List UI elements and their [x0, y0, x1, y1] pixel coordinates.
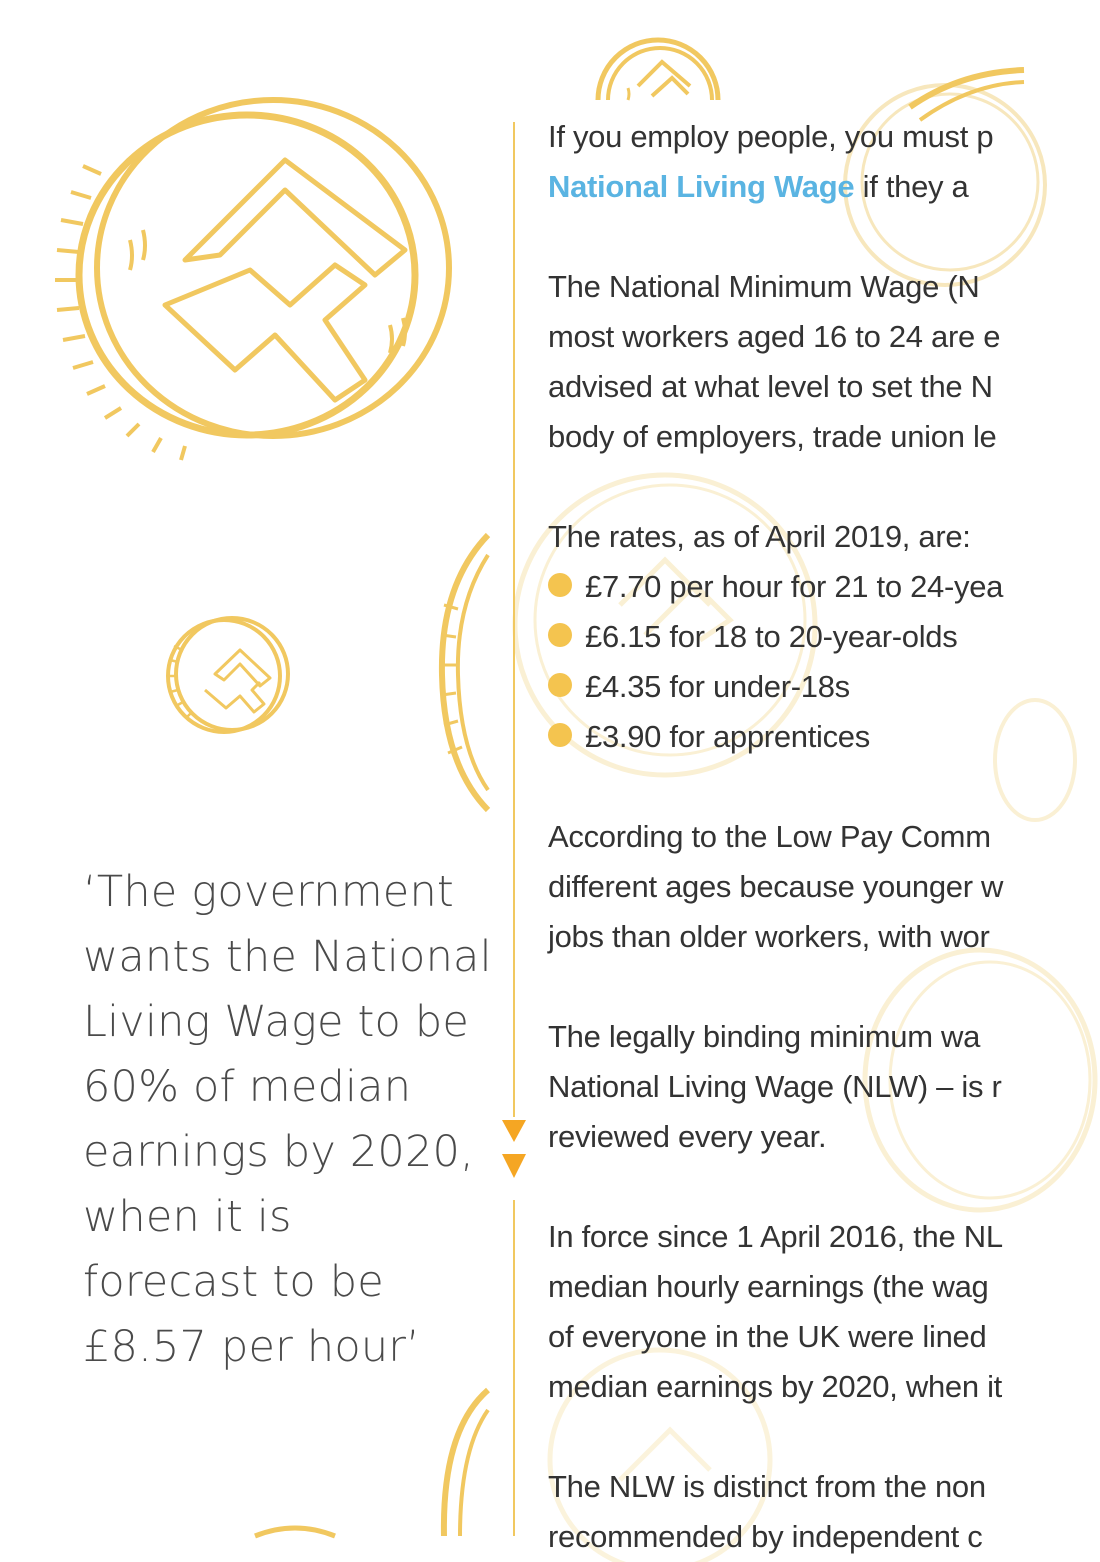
- body-text: [548, 112, 1024, 1554]
- paragraph-line: The National Minimum Wage (N: [548, 269, 980, 304]
- paragraph-line: [548, 162, 969, 212]
- paragraph-line: jobs than older workers, with wor: [548, 919, 990, 954]
- pull-quote: [83, 860, 492, 1380]
- rates-intro: The rates, as of April 2019, are:: [548, 519, 971, 554]
- paragraph-line: reviewed every year.: [548, 1119, 827, 1154]
- paragraph-line: In force since 1 April 2016, the NL: [548, 1219, 1003, 1254]
- quote-line: wants the National: [83, 932, 492, 982]
- national-living-wage-highlight: National Living Wage: [548, 169, 855, 204]
- large-coin-icon: [35, 80, 475, 480]
- paragraph-line: median hourly earnings (the wag: [548, 1269, 989, 1304]
- rate-item: £3.90 for apprentices: [585, 719, 870, 754]
- edge-coin-icon: [250, 1520, 340, 1536]
- quote-line: when it is: [83, 1192, 292, 1242]
- column-divider: [513, 1200, 515, 1536]
- quote-line: ‘The government: [83, 867, 454, 917]
- arrow-down-icon: [501, 1118, 527, 1184]
- quote-line: £8.57 per hour’: [83, 1322, 421, 1372]
- paragraph-line: recommended by independent c: [548, 1519, 983, 1554]
- paragraph-line: National Living Wage (NLW) – is r: [548, 1069, 1002, 1104]
- paragraph-line: According to the Low Pay Comm: [548, 819, 991, 854]
- paragraph-text: if they a: [854, 169, 969, 204]
- rate-item: £7.70 per hour for 21 to 24-yea: [585, 569, 1004, 604]
- paragraph-line: The NLW is distinct from the non: [548, 1469, 986, 1504]
- bullet-dot-icon: [548, 623, 572, 647]
- quote-line: earnings by 2020,: [83, 1127, 474, 1177]
- bullet-dot-icon: [548, 573, 572, 597]
- quote-line: forecast to be: [83, 1257, 384, 1307]
- bullet-dot-icon: [548, 723, 572, 747]
- paragraph-line: If you employ people, you must p: [548, 119, 994, 154]
- paragraph-line: most workers aged 16 to 24 are e: [548, 319, 1001, 354]
- paragraph-line: of everyone in the UK were lined: [548, 1319, 987, 1354]
- edge-coin-icon: [430, 1380, 490, 1536]
- paragraph-line: median earnings by 2020, when it: [548, 1369, 1002, 1404]
- paragraph-line: body of employers, trade union le: [548, 419, 997, 454]
- paragraph-line: advised at what level to set the N: [548, 369, 993, 404]
- rate-item: £6.15 for 18 to 20-year-olds: [585, 619, 958, 654]
- quote-line: Living Wage to be: [83, 997, 470, 1047]
- edge-coin-icon: [430, 525, 490, 815]
- quote-line: 60% of median: [83, 1062, 412, 1112]
- paragraph-line: The legally binding minimum wa: [548, 1019, 981, 1054]
- small-coin-icon: [160, 612, 295, 740]
- rate-item: £4.35 for under-18s: [585, 669, 850, 704]
- column-divider: [513, 122, 515, 1117]
- bullet-dot-icon: [548, 673, 572, 697]
- small-coin-icon: [590, 28, 725, 100]
- paragraph-line: different ages because younger w: [548, 869, 1004, 904]
